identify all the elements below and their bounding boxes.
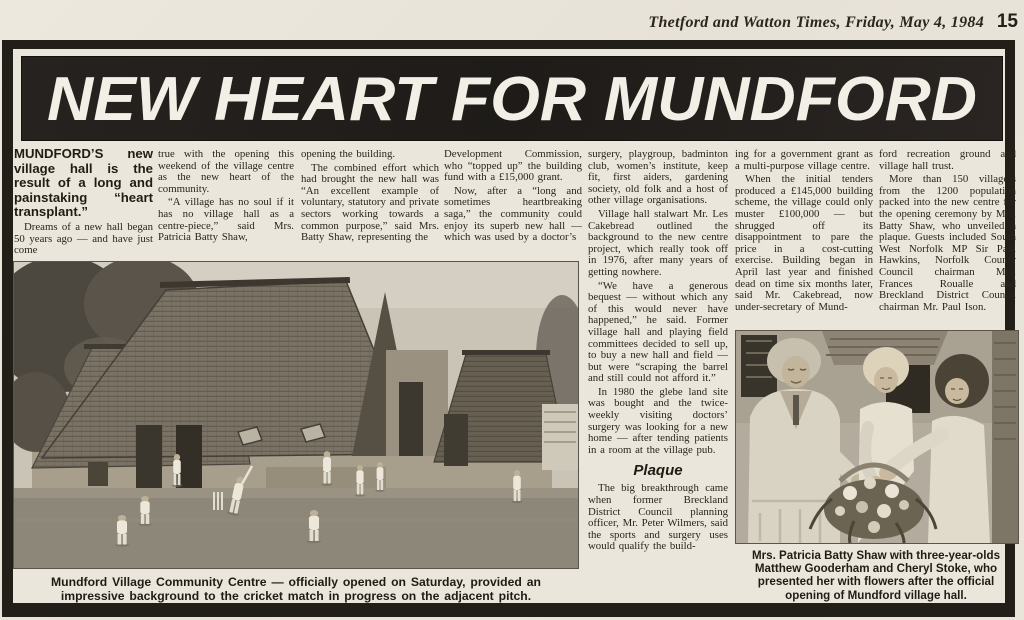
main-photo-illustration bbox=[14, 262, 578, 568]
paragraph: Dreams of a new hall began 50 years ago — and have just come bbox=[14, 220, 153, 257]
paragraph: “We have a generous bequest — without which any of this would never have happened,” he said. Former village hall and playing field committees decided to sell up, to buy a new hall and field — but were “scraping the barrel and still could not afford it.” bbox=[588, 279, 728, 385]
paragraph: Development Commission, who “topped up” the building fund with a £15,000 grant. bbox=[444, 149, 582, 184]
column-7 bbox=[879, 149, 1016, 345]
paragraph: When the initial tenders produced a £145,000 building scheme, the village could only muster £100,000 — but shrugged off its disappointment to pare the price in a cost-cutting exercise. Building began in April last year and finished dead on time six months later, said Mr. Cakebread, now under-secretary of Mund- bbox=[735, 173, 873, 313]
paragraph: opening the building. bbox=[301, 149, 396, 160]
paragraph: The combined effort which had brought the new hall was “An excellent example of voluntary, statutory and private sectors working towards a common purpose,” said Mrs. Batty Shaw, representing the bbox=[301, 161, 439, 244]
right-photo-illustration bbox=[736, 331, 1018, 543]
column-6 bbox=[735, 149, 873, 331]
masthead-title: Thetford and Watton Times, Friday, May 4, 1984 bbox=[648, 14, 984, 31]
headline-svg bbox=[22, 57, 1002, 140]
grass bbox=[14, 492, 578, 568]
paragraph: ford recreation ground and village hall trust. bbox=[879, 149, 1016, 172]
paragraph: surgery, playgroup, badminton club, women’s institute, keep fit, first aiders, gardening society, old folk and a host of other village organisations. bbox=[588, 149, 728, 207]
paragraph: Village hall stalwart Mr. Les Cakebread outlined the background to the new centre project, which really took off in 1976, after many years of getting nowhere. bbox=[588, 207, 728, 278]
column-5 bbox=[588, 149, 728, 601]
main-photo-caption: Mundford Village Community Centre — officially opened on Saturday, provided an impressive background to the cricket match in progress on the adjacent pitch. bbox=[51, 575, 541, 603]
paragraph: In 1980 the glebe land site was bought and the twice-weekly visiting doctors’ surgery was looking for a new home — after tending patients in a room at the village pub. bbox=[588, 385, 728, 456]
paragraph: true with the opening this weekend of the village centre as the new heart of the community. bbox=[158, 149, 294, 195]
headline-text: NEW HEART FOR MUNDFORD bbox=[47, 65, 977, 134]
paragraph: “A village has no soul if it has no village hall as a centre-piece,” said Mrs. Patricia Batty Shaw, bbox=[158, 196, 294, 244]
column-4 bbox=[444, 149, 582, 260]
column-1 bbox=[14, 147, 153, 260]
paragraph: More than 150 villagers from the 1200 population packed into the new centre for the opening ceremony by Mrs. Batty Shaw, who unveiled a plaque. Guests included South West Norfolk MP Sir Paul Hawkins, Norfolk County Council chairman Mrs. Frances Roualle and Breckland District Council chairman Mr. Paul Ison. bbox=[879, 173, 1016, 313]
paragraph: ing for a government grant as a multi-purpose village centre. bbox=[735, 149, 873, 172]
right-photo bbox=[736, 331, 1018, 543]
column-3 bbox=[301, 149, 439, 260]
paragraph: The big breakthrough came when former Breckland District Council planning officer, Mr. Peter Wilmers, said the sports and surgery uses would qualify the build- bbox=[588, 482, 728, 553]
headline-banner bbox=[22, 57, 1002, 140]
lead-paragraph: MUNDFORD’S new village hall is the result of a long and painstaking “heart transplant.” bbox=[14, 147, 153, 220]
page-number: 15 bbox=[996, 11, 1018, 32]
main-photo bbox=[14, 262, 578, 568]
column-2 bbox=[158, 149, 294, 260]
subhead-plaque: Plaque bbox=[633, 462, 683, 480]
right-photo-caption: Mrs. Patricia Batty Shaw with three-year-olds Matthew Gooderham and Cheryl Stoke, who presented her with flowers after the official opening of Mundford village hall. bbox=[751, 549, 1001, 602]
paragraph: Now, after a “long and sometimes heartbreaking saga,” the community could enjoy its superb new hall — which was used by a doctor’s bbox=[444, 184, 582, 244]
